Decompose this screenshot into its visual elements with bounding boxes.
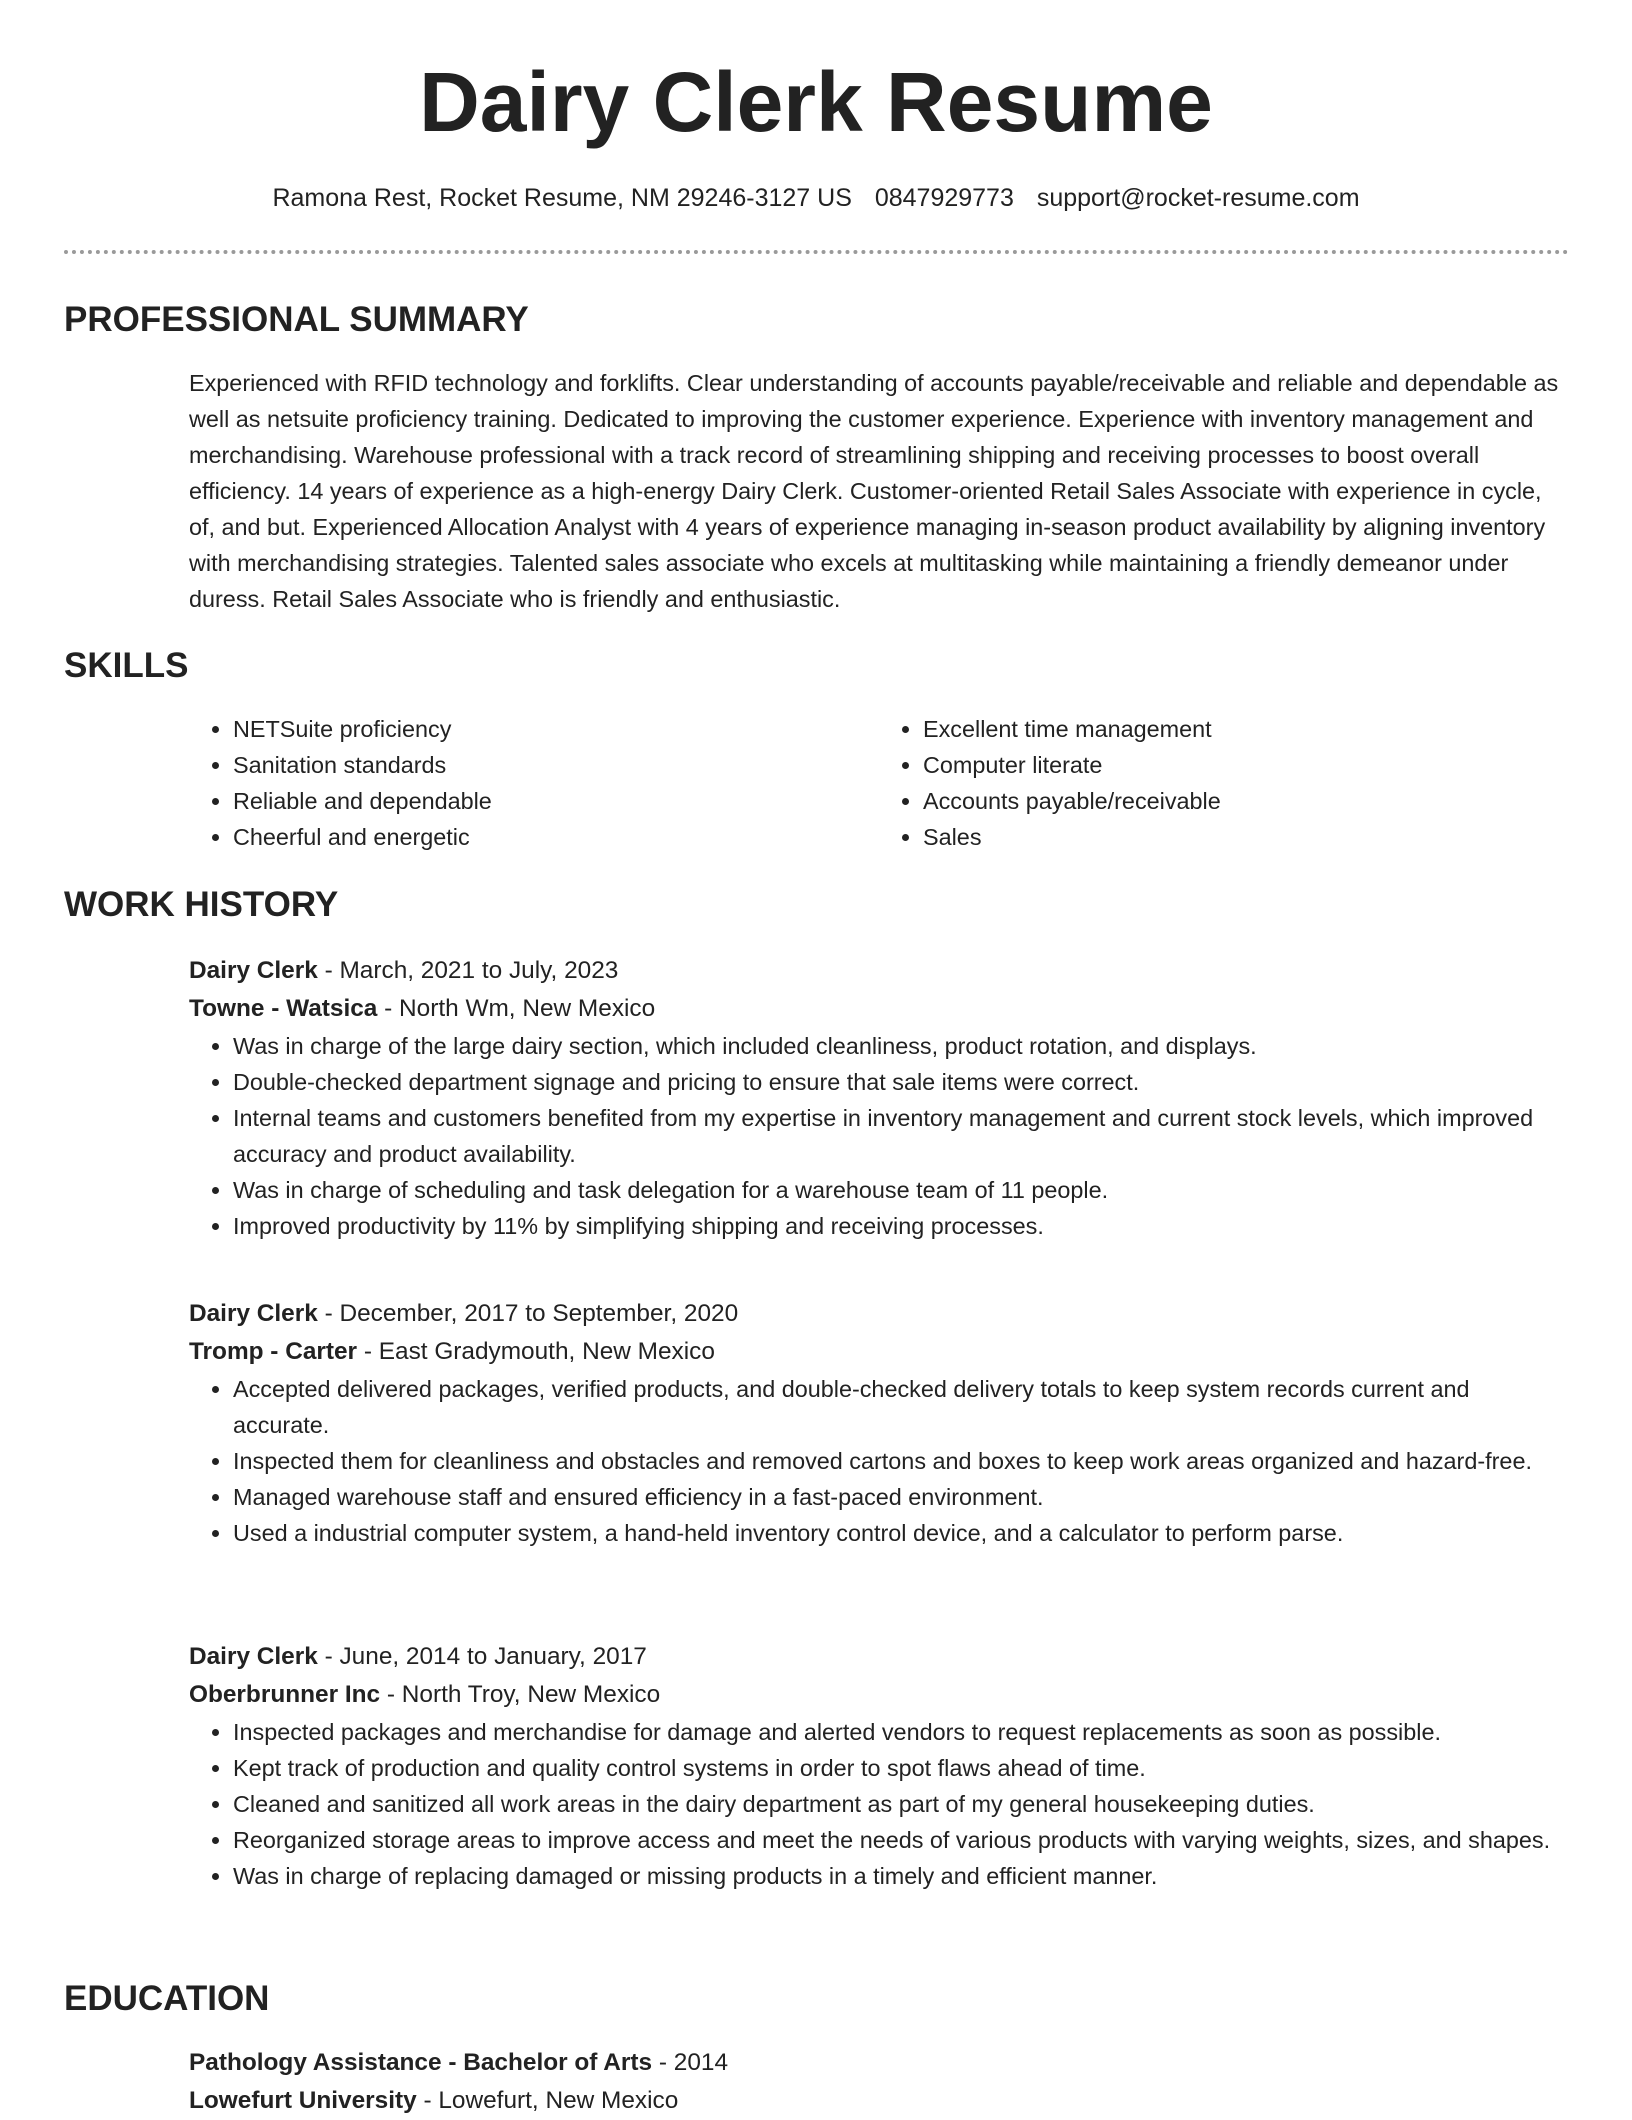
job-bullet: • Inspected them for cleanliness and obstacles and removed cartons and boxes to keep work areas organized and hazard-free. xyxy=(233,1443,1569,1479)
job-location: - North Wm, New Mexico xyxy=(377,995,656,1022)
education-school: Lowefurt University xyxy=(189,2087,417,2114)
job-bullets xyxy=(189,1371,1569,1551)
skill-item: • Sales xyxy=(923,819,1569,855)
job-title: Dairy Clerk xyxy=(189,1300,318,1327)
job-dates: - December, 2017 to September, 2020 xyxy=(317,1300,739,1327)
job-dates: - June, 2014 to January, 2017 xyxy=(317,1643,647,1670)
summary-heading: PROFESSIONAL SUMMARY xyxy=(64,300,529,339)
job-bullet: • Improved productivity by 11% by simplifying shipping and receiving processes. xyxy=(233,1208,1569,1244)
education-entry xyxy=(189,2044,1569,2120)
job-company-line xyxy=(189,1676,1569,1714)
education-location: - Lowefurt, New Mexico xyxy=(416,2087,679,2114)
job-company-line xyxy=(189,990,1569,1028)
header-divider xyxy=(64,250,1569,254)
job-bullet: • Accepted delivered packages, verified products, and double-checked delivery totals to keep system records current and accurate. xyxy=(233,1371,1569,1443)
job-bullet: • Managed warehouse staff and ensured efficiency in a fast-paced environment. xyxy=(233,1479,1569,1515)
job-bullet: • Cleaned and sanitized all work areas in the dairy department as part of my general housekeeping duties. xyxy=(233,1786,1569,1822)
job-bullet: • Was in charge of replacing damaged or missing products in a timely and efficient manner. xyxy=(233,1858,1569,1894)
job-title-line xyxy=(189,1638,1569,1676)
job-location: - East Gradymouth, New Mexico xyxy=(357,1338,715,1365)
job-title: Dairy Clerk xyxy=(189,957,318,984)
job-company: Tromp - Carter xyxy=(189,1338,358,1365)
contact-address: Ramona Rest, Rocket Resume, NM 29246-3127 US xyxy=(272,184,852,212)
education-heading: EDUCATION xyxy=(64,1979,270,2018)
work-heading: WORK HISTORY xyxy=(64,885,339,924)
job-bullet: • Double-checked department signage and pricing to ensure that sale items were correct. xyxy=(233,1064,1569,1100)
skill-item: • NETSuite proficiency xyxy=(233,711,879,747)
skill-item: • Sanitation standards xyxy=(233,747,879,783)
job-bullet: • Kept track of production and quality control systems in order to spot flaws ahead of time. xyxy=(233,1750,1569,1786)
resume-title: Dairy Clerk Resume xyxy=(419,55,1213,149)
job-title-line xyxy=(189,952,1569,990)
job-company: Towne - Watsica xyxy=(189,995,378,1022)
job-company-line xyxy=(189,1333,1569,1371)
education-degree-line xyxy=(189,2044,1569,2082)
education-year: - 2014 xyxy=(652,2049,729,2076)
skill-item: • Excellent time management xyxy=(923,711,1569,747)
skill-item: • Computer literate xyxy=(923,747,1569,783)
job-dates: - March, 2021 to July, 2023 xyxy=(317,957,619,984)
job-title-line xyxy=(189,1295,1569,1333)
job-bullet: • Was in charge of the large dairy section, which included cleanliness, product rotation, and displays. xyxy=(233,1028,1569,1064)
summary-text: Experienced with RFID technology and forklifts. Clear understanding of accounts payable/receivable and reliable and dependable as well as netsuite proficiency training. Dedicated to improving the customer experience. Experience with inventory management and merchandising. Warehouse professional with a track record of streamlining shipping and receiving processes to boost overall efficiency. 14 years of experience as a high-energy Dairy Clerk. Customer-oriented Retail Sales Associate with experience in cycle, of, and but. Experienced Allocation Analyst with 4 years of experience managing in-season product availability by aligning inventory with merchandising strategies. Talented sales associate who excels at multitasking while maintaining a friendly demeanor under duress. Retail Sales Associate who is friendly and enthusiastic. xyxy=(189,370,1559,612)
job-bullets xyxy=(189,1028,1569,1244)
job-entry xyxy=(189,952,1569,1244)
skill-item: • Reliable and dependable xyxy=(233,783,879,819)
contact-line xyxy=(0,180,1632,216)
job-bullet: • Was in charge of scheduling and task delegation for a warehouse team of 11 people. xyxy=(233,1172,1569,1208)
job-entry xyxy=(189,1638,1569,1894)
job-location: - North Troy, New Mexico xyxy=(380,1681,661,1708)
job-bullet: • Internal teams and customers benefited from my expertise in inventory management and current stock levels, which improved accuracy and product availability. xyxy=(233,1100,1569,1172)
job-title: Dairy Clerk xyxy=(189,1643,318,1670)
skills-column-left xyxy=(189,711,879,855)
job-bullets xyxy=(189,1714,1569,1894)
education-degree: Pathology Assistance - Bachelor of Arts xyxy=(189,2049,653,2076)
job-bullet: • Inspected packages and merchandise for damage and alerted vendors to request replacements as soon as possible. xyxy=(233,1714,1569,1750)
skills-column-right xyxy=(879,711,1569,855)
job-bullet: • Used a industrial computer system, a hand-held inventory control device, and a calculator to perform parse. xyxy=(233,1515,1569,1551)
skills-list xyxy=(189,711,1569,855)
education-school-line xyxy=(189,2082,1569,2120)
contact-phone: 0847929773 xyxy=(874,184,1014,212)
skill-item: • Accounts payable/receivable xyxy=(923,783,1569,819)
job-bullet: • Reorganized storage areas to improve access and meet the needs of various products with varying weights, sizes, and shapes. xyxy=(233,1822,1569,1858)
skill-item: • Cheerful and energetic xyxy=(233,819,879,855)
contact-email: support@rocket-resume.com xyxy=(1036,184,1360,212)
job-entry xyxy=(189,1295,1569,1551)
skills-heading: SKILLS xyxy=(64,646,189,685)
job-company: Oberbrunner Inc xyxy=(189,1681,381,1708)
